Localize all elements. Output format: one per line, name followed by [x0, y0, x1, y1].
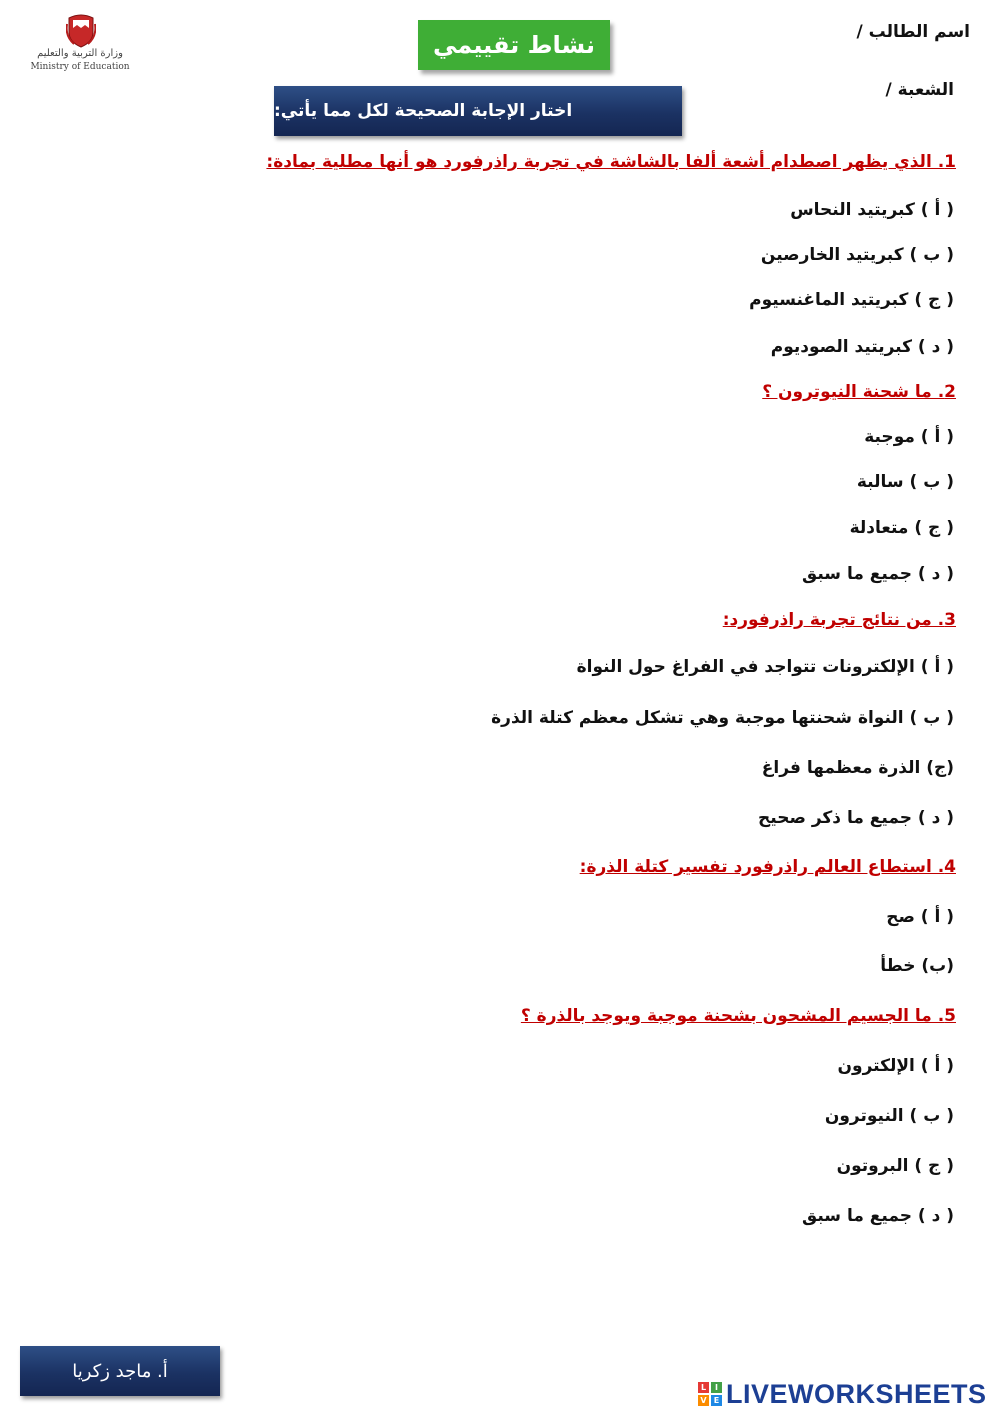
q3-option-b[interactable]: ( ب ) النواة شحنتها موجبة وهي تشكل معظم كتلة الذرة — [491, 708, 954, 728]
question-2: 2. ما شحنة النيوترون ؟ — [762, 382, 956, 402]
instruction-text: اختار الإجابة الصحيحة لكل مما يأتي: — [274, 101, 573, 121]
ministry-logo — [22, 14, 142, 78]
q4-option-b[interactable]: (ب) خطأ — [880, 956, 954, 976]
question-5: 5. ما الجسيم المشحون بشحنة موجبة ويوجد بالذرة ؟ — [520, 1006, 956, 1026]
logo-block-v: V — [698, 1395, 709, 1406]
q3-option-c[interactable]: (ج) الذرة معظمها فراغ — [761, 758, 954, 778]
watermark-text: LIVEWORKSHEETS — [726, 1378, 987, 1409]
q4-option-a[interactable]: ( أ ) صح — [886, 907, 954, 927]
q5-option-a[interactable]: ( أ ) الإلكترون — [837, 1056, 954, 1076]
q3-option-d[interactable]: ( د ) جميع ما ذكر صحيح — [758, 808, 954, 828]
question-4: 4. استطاع العالم راذرفورد تفسير كتلة الذرة: — [579, 857, 956, 877]
logo-block-i: I — [711, 1382, 722, 1393]
question-1: 1. الذي يظهر اصطدام أشعة ألفا بالشاشة في تجربة راذرفورد هو أنها مطلية بمادة: — [266, 152, 956, 172]
teacher-name: أ. ماجد زكريا — [72, 1360, 168, 1382]
liveworksheets-watermark — [698, 1378, 987, 1410]
instruction-banner — [274, 86, 682, 136]
logo-block-l: L — [698, 1382, 709, 1393]
q5-option-d[interactable]: ( د ) جميع ما سبق — [802, 1206, 954, 1226]
q2-option-a[interactable]: ( أ ) موجبة — [864, 427, 954, 447]
student-name-label: اسم الطالب / — [856, 22, 970, 42]
q2-option-d[interactable]: ( د ) جميع ما سبق — [802, 564, 954, 584]
q5-option-c[interactable]: ( ج ) البروتون — [836, 1156, 954, 1176]
q1-option-c[interactable]: ( ج ) كبريتيد الماغنسيوم — [749, 290, 954, 310]
ministry-arabic-name: وزارة التربية والتعليم — [37, 48, 123, 59]
q5-option-b[interactable]: ( ب ) النيوترون — [824, 1106, 954, 1126]
activity-title: نشاط تقييمي — [433, 31, 595, 59]
q2-option-c[interactable]: ( ج ) متعادلة — [849, 518, 954, 538]
q1-option-a[interactable]: ( أ ) كبريتيد النحاس — [790, 200, 954, 220]
ministry-english-name: Ministry of Education — [30, 62, 130, 72]
q1-option-d[interactable]: ( د ) كبريتيد الصوديوم — [770, 337, 954, 357]
liveworksheets-logo-icon — [698, 1382, 722, 1406]
logo-block-e: E — [711, 1395, 722, 1406]
q3-option-a[interactable]: ( أ ) الإلكترونات تتواجد في الفراغ حول النواة — [576, 657, 954, 677]
bahrain-emblem-icon — [66, 14, 96, 48]
q1-option-b[interactable]: ( ب ) كبريتيد الخارصين — [760, 245, 954, 265]
question-3: 3. من نتائج تجربة راذرفورد: — [722, 610, 956, 630]
teacher-banner — [20, 1346, 220, 1396]
activity-title-banner — [418, 20, 610, 70]
section-label: الشعبة / — [885, 80, 954, 100]
q2-option-b[interactable]: ( ب ) سالبة — [856, 472, 954, 492]
